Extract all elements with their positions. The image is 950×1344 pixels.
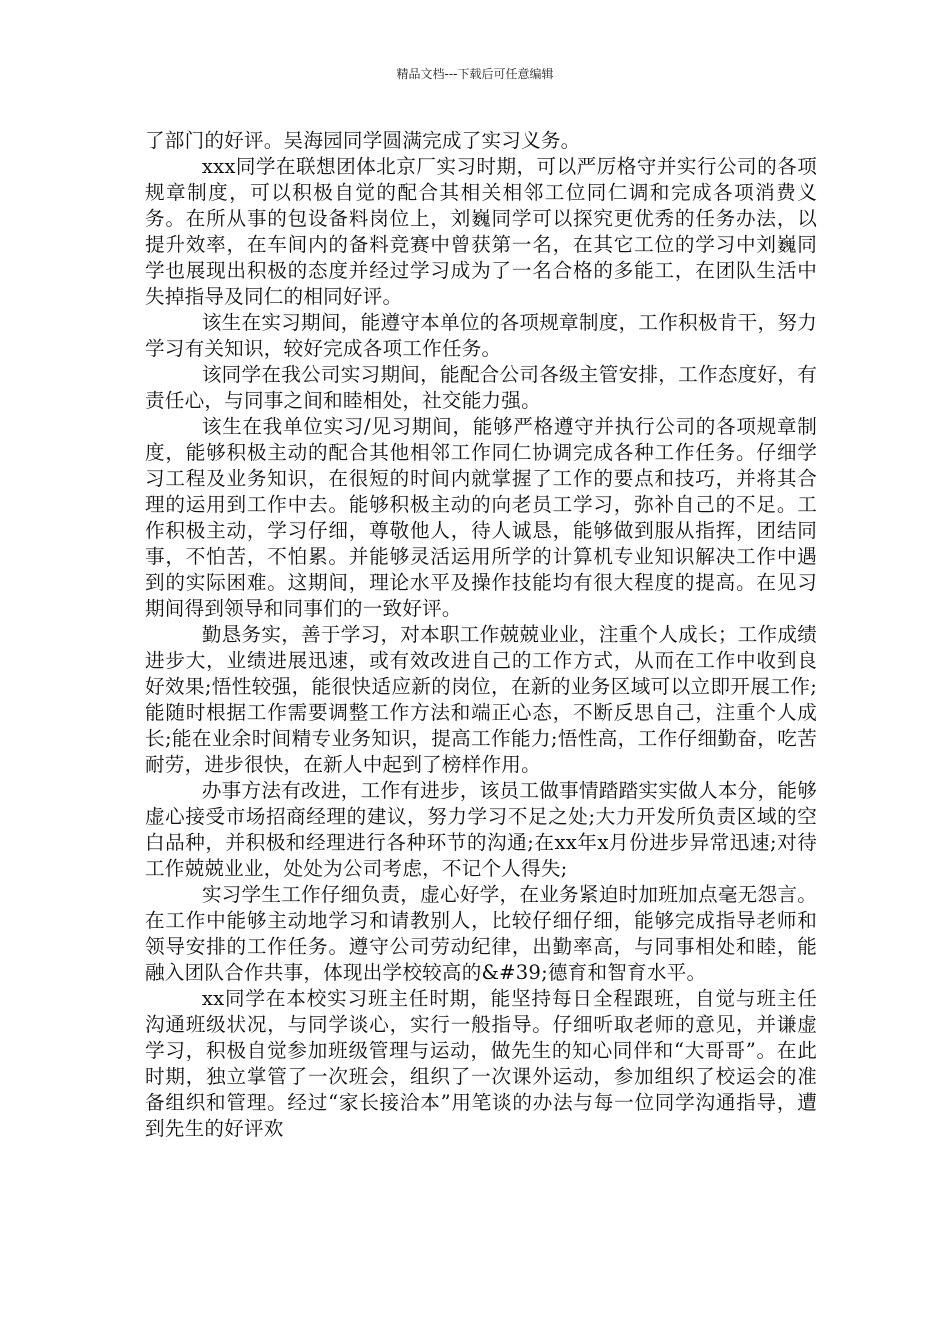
paragraph-1: 了部门的好评。吴海园同学圆满完成了实习义务。	[145, 129, 581, 152]
document-body	[145, 128, 817, 1142]
paragraph-6: 勤恳务实，善于学习，对本职工作兢兢业业，注重个人成长；工作成绩进步大，业绩进展迅速，或有效改进自己的工作方式，从而在工作中收到良好效果;悟性较强，能很快适应新的岗位，在新的业务区域可以立即开展工作;能随时根据工作需要调整工作方法和端正心态，不断反思自己，注重个人成长;能在业余时间精专业务知识，提高工作能力;悟性高，工作仔细勤奋，吃苦耐劳，进步很快，在新人中起到了榜样作用。	[145, 623, 817, 776]
paragraph-3: 该生在实习期间，能遵守本单位的各项规章制度，工作积极肯干，努力学习有关知识，较好完成各项工作任务。	[145, 311, 817, 360]
paragraph-8: 实习学生工作仔细负责，虚心好学，在业务紧迫时加班加点毫无怨言。在工作中能够主动地学习和请教别人，比较仔细仔细，能够完成指导老师和领导安排的工作任务。遵守公司劳动纪律，出勤率高，与同事相处和睦，能融入团队合作共事，体现出学校较高的&#39;德育和智育水平。	[145, 883, 817, 984]
paragraph-2: xxx同学在联想团体北京厂实习时期，可以严厉格守并实行公司的各项规章制度，可以积极自觉的配合其相关相邻工位同仁调和完成各项消费义务。在所从事的包设备料岗位上，刘巍同学可以探究更优秀的任务办法，以提升效率，在车间内的备料竞赛中曾获第一名，在其它工位的学习中刘巍同学也展现出积极的态度并经过学习成为了一名合格的多能工，在团队生活中失掉指导及同仁的相同好评。	[145, 155, 817, 308]
paragraph-5: 该生在我单位实习/见习期间，能够严格遵守并执行公司的各项规章制度，能够积极主动的配合其他相邻工作同仁协调完成各种工作任务。仔细学习工程及业务知识，在很短的时间内就掌握了工作的要点和技巧，并将其合理的运用到工作中去。能够积极主动的向老员工学习，弥补自己的不足。工作积极主动，学习仔细，尊敬他人，待人诚恳，能够做到服从指挥，团结同事，不怕苦，不怕累。并能够灵活运用所学的计算机专业知识解决工作中遇到的实际困难。这期间，理论水平及操作技能均有很大程度的提高。在见习期间得到领导和同事们的一致好评。	[145, 415, 817, 620]
paragraph-4: 该同学在我公司实习期间，能配合公司各级主管安排，工作态度好，有责任心，与同事之间和睦相处，社交能力强。	[145, 363, 817, 412]
paragraph-9: xx同学在本校实习班主任时期，能坚持每日全程跟班，自觉与班主任沟通班级状况，与同学谈心，实行一般指导。仔细听取老师的意见，并谦虚学习，积极自觉参加班级管理与运动，做先生的知心同伴和“大哥哥”。在此时期，独立掌管了一次班会，组织了一次课外运动，参加组织了校运会的准备组织和管理。经过“家长接洽本”用笔谈的办法与每一位同学沟通指导，遭到先生的好评欢	[145, 987, 817, 1140]
paragraph-7: 办事方法有改进，工作有进步，该员工做事情踏踏实实做人本分，能够虚心接受市场招商经理的建议，努力学习不足之处;大力开发所负责区域的空白品种，并积极和经理进行各种环节的沟通;在xx年x月份进步异常迅速;对待工作兢兢业业，处处为公司考虑，不记个人得失;	[145, 779, 817, 880]
page-header: 精品文档---下载后可任意编辑	[396, 67, 554, 81]
